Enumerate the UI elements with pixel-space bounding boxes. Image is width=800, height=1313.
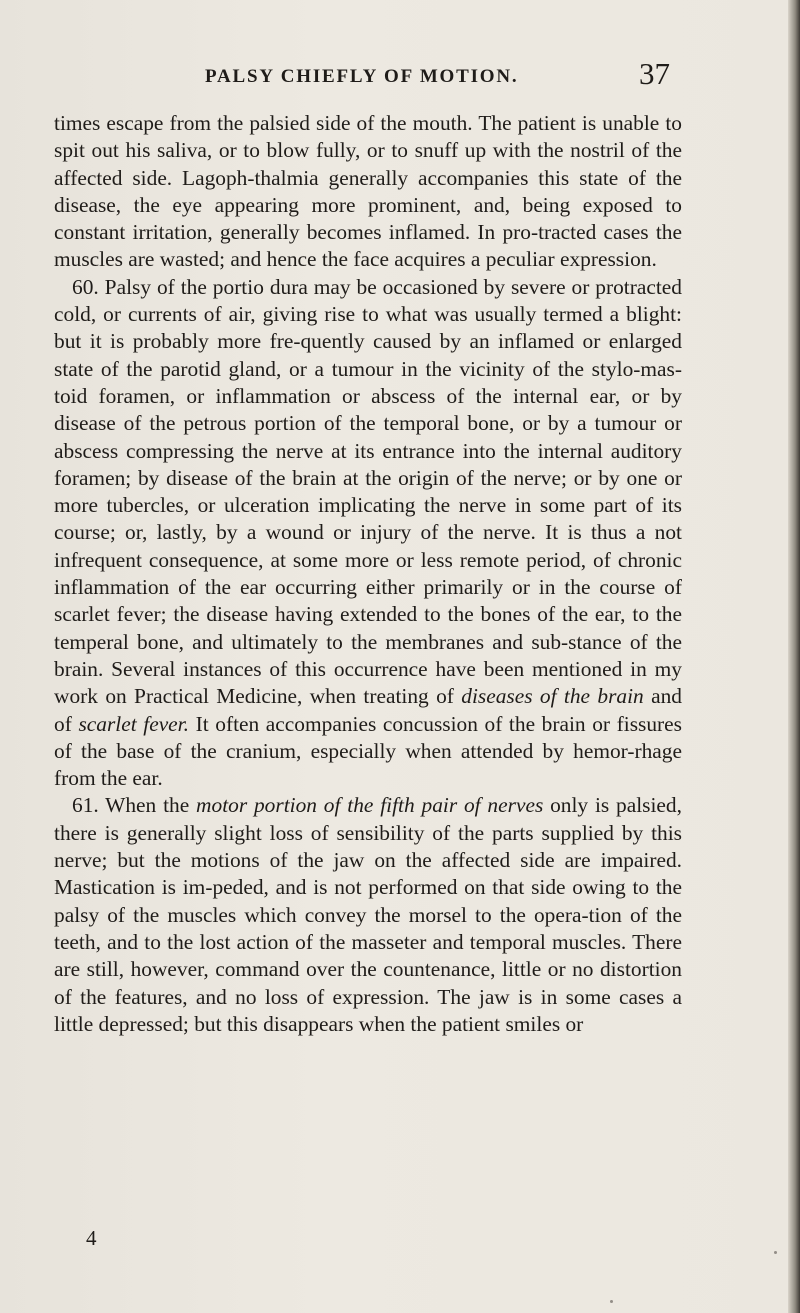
running-head: PALSY CHIEFLY OF MOTION.: [205, 66, 519, 87]
speck: [774, 1251, 777, 1254]
body-text: [54, 110, 682, 1038]
paragraph-60-part-b: and of: [54, 684, 682, 736]
paragraph-60-part-c: It often accompanies concussion of the brain or fissures of the base of the cranium, especially when attended by hemor-rhage from the ear.: [54, 711, 682, 791]
paragraph-61: [54, 792, 682, 1038]
paragraph-1: times escape from the palsied side of the mouth. The patient is unable to spit out his saliva, or to blow fully, or to snuff up with the nostril of the affected side. Lagoph-thalmia generally accompanies this state of the disease, the eye appearing more prominent, and, being exposed to constant irritation, generally becomes inflamed. In pro-tracted cases the muscles are wasted; and hence the face acquires a peculiar expression.: [54, 111, 682, 272]
page-header: [205, 58, 670, 98]
italic-scarlet-fever: scarlet fever.: [78, 711, 189, 736]
paragraph-60-part-a: 60. Palsy of the portio dura may be occasioned by severe or protracted cold, or currents of air, giving rise to what was usually termed a blight: but it is probably more fre-quently caused by an inflamed or enlarged state of the parotid gland, or a tumour in the vicinity of the stylo-mas-toid foramen, or inflammation or abscess of the internal ear, or by disease of the petrous portion of the temporal bone, or by a tumour or abscess compressing the nerve at its entrance into the internal auditory foramen; by disease of the brain at the origin of the nerve; or by one or more tubercles, or ulceration implicating the nerve in some part of its course; or, lastly, by a wound or injury of the nerve. It is thus a not infrequent consequence, at some more or less remote period, of chronic inflammation of the ear occurring either primarily or in the course of scarlet fever; the disease having extended to the bones of the ear, to the temperal bone, and ultimately to the membranes and sub-stance of the brain. Several instances of this occurrence have been mentioned in my work on Practical Medicine, when treating of: [54, 274, 682, 709]
speck: [610, 1300, 613, 1303]
page-number: 37: [639, 56, 670, 91]
italic-motor-portion: motor portion of the fifth pair of nerves: [196, 793, 544, 818]
page-edge: [788, 0, 800, 1313]
paragraph-60: [54, 274, 682, 793]
italic-diseases-of-the-brain: diseases of the brain: [461, 684, 644, 709]
paragraph-61-part-b: only is palsied, there is generally slight loss of sensibility of the parts supplied by this nerve; but the motions of the jaw on the affected side are impaired. Mastication is im-peded, and is not performed on that side owing to the palsy of the muscles which convey the morsel to the opera-tion of the teeth, and to the lost action of the masseter and temporal muscles. There are still, however, command over the countenance, little or no distortion of the features, and no loss of expression. The jaw is in some cases a little depressed; but this disappears when the patient smiles or: [54, 793, 682, 1036]
paragraph-61-part-a: 61. When the: [72, 793, 190, 818]
signature-mark: 4: [86, 1226, 97, 1250]
